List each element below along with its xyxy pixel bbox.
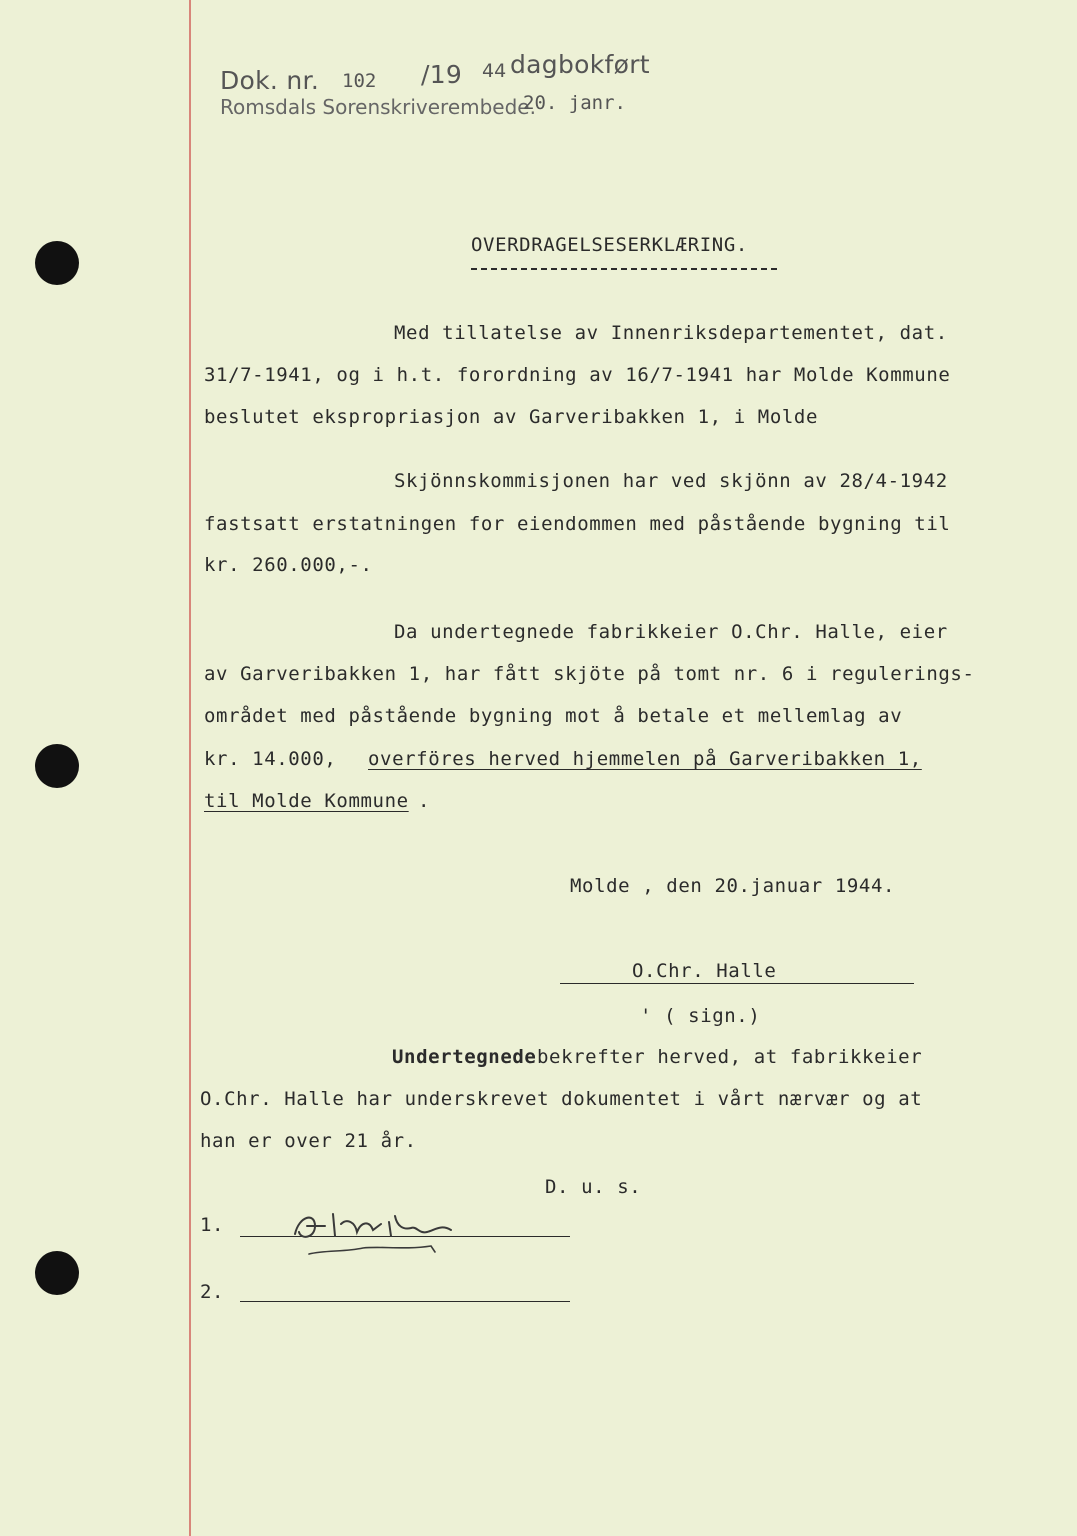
signature-scrawl [285,1196,515,1266]
punch-hole-bottom [35,1251,79,1295]
stamp-office: Romsdals Sorenskriverembede. [220,95,536,119]
p1-line-1: Med tillatelse av Innenriksdepartementet, dat. [394,322,948,344]
witness-line-3: han er over 21 år. [200,1130,417,1152]
stamp-dagbokfort: dagbokført [510,50,650,79]
signer-rule [560,983,914,984]
witness-line-1: bekrefter herved, at fabrikkeier [537,1046,923,1068]
p3-line-1: Da undertegnede fabrikkeier O.Chr. Halle, eier [394,621,948,643]
signature-line-2-label: 2. [200,1281,225,1303]
stamp-year-prefix: /19 [421,60,463,89]
p1-line-2: 31/7-1941, og i h.t. forordning av 16/7-1941 har Molde Kommune [204,364,951,386]
punch-hole-middle [35,744,79,788]
witness-line-2: O.Chr. Halle har underskrevet dokumentet i vårt nærvær og at [200,1088,923,1110]
p3-line-5-underlined: til Molde Kommune [204,790,409,812]
p2-line-1: Skjönnskommisjonen har ved skjönn av 28/4-1942 [394,470,948,492]
p1-line-3: beslutet ekspropriasjon av Garveribakken 1, i Molde [204,406,818,428]
signer-sign-note: ' ( sign.) [640,1005,761,1027]
p3-line-2: av Garveribakken 1, har fått skjöte på tomt nr. 6 i regulerings- [204,663,975,685]
p3-line-5-end: . [418,790,431,812]
punch-hole-top [35,241,79,285]
margin-line [189,0,191,1536]
stamp-date: 20. janr. [523,92,626,114]
dus-label: D. u. s. [545,1176,642,1198]
witness-lead: Undertegnede [392,1046,537,1068]
title-underline [471,268,777,270]
stamp-dok-label: Dok. nr. [220,66,320,95]
p3-line-4-plain: kr. 14.000, [204,748,337,770]
document-title: OVERDRAGELSESERKLÆRING. [471,234,748,256]
stamp-year-suffix: 44 [482,60,507,82]
signer-name: O.Chr. Halle [632,960,777,982]
signature-line-2 [240,1301,570,1302]
signature-line-1-label: 1. [200,1214,225,1236]
p2-line-3: kr. 260.000,-. [204,554,373,576]
stamp-doc-number: 102 [342,70,377,92]
place-date: Molde , den 20.januar 1944. [570,875,896,897]
p3-line-3: området med påstående bygning mot å betale et mellemlag av [204,705,903,727]
p3-line-4-underlined: overföres herved hjemmelen på Garveribakken 1, [368,748,922,770]
p2-line-2: fastsatt erstatningen for eiendommen med påstående bygning til [204,513,951,535]
